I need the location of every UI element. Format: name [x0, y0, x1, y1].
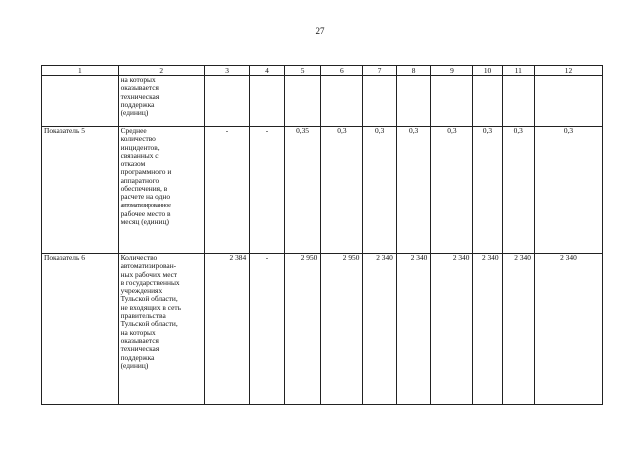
description-line: (единиц) — [120, 108, 149, 118]
column-number: 5 — [284, 66, 321, 76]
value-cell: 2 950 — [321, 254, 363, 405]
value-cell: 0,35 — [284, 127, 321, 254]
table-row-indicator-6 — [42, 254, 603, 405]
value-cell — [534, 76, 602, 127]
value-cell: 2 340 — [534, 254, 602, 405]
value-cell: 0,3 — [321, 127, 363, 254]
table-row-continued — [42, 76, 603, 127]
description-line: Среднее — [120, 126, 147, 135]
value-cell — [502, 76, 534, 127]
description-line: оказывается — [120, 335, 159, 345]
description-line: связанных с — [120, 150, 159, 160]
description-line: программного и — [120, 167, 172, 177]
value-cell: 2 340 — [431, 254, 473, 405]
description-line: отказом — [120, 159, 146, 169]
value-cell: 2 384 — [204, 254, 249, 405]
description-line: автоматизированное — [120, 201, 171, 209]
description-line: оказывается — [120, 83, 159, 93]
value-cell: 0,3 — [363, 127, 396, 254]
table-header-row — [42, 66, 603, 76]
description-line: обеспечения, в — [120, 184, 168, 194]
value-cell: 2 340 — [473, 254, 502, 405]
column-number: 2 — [118, 66, 204, 76]
description-line: поддержка — [120, 99, 155, 109]
description-line: в государственных — [120, 277, 180, 287]
indicator-name: Показатель 6 — [42, 254, 119, 405]
value-cell — [284, 76, 321, 127]
value-cell: 2 340 — [396, 254, 431, 405]
description-line: Количество — [120, 253, 158, 262]
description-line: поддержка — [120, 352, 155, 362]
value-cell — [204, 76, 249, 127]
value-cell: 0,3 — [431, 127, 473, 254]
indicator-name — [42, 76, 119, 127]
description-line: учреждениях — [120, 286, 163, 296]
description-line: техническая — [120, 344, 160, 354]
value-cell — [473, 76, 502, 127]
indicator-description — [118, 127, 204, 254]
column-number: 10 — [473, 66, 502, 76]
description-line: рабочее место в — [120, 208, 171, 218]
indicators-table — [41, 65, 603, 405]
column-number: 4 — [250, 66, 285, 76]
column-number: 6 — [321, 66, 363, 76]
value-cell: 2 340 — [363, 254, 396, 405]
description-line: автоматизирован- — [120, 261, 177, 271]
description-line: Тульской области, — [120, 319, 178, 329]
description-line: количество — [120, 134, 156, 144]
description-line: техническая — [120, 91, 160, 101]
page-number: 27 — [315, 26, 325, 36]
description-line: ных рабочих мест — [120, 269, 178, 279]
value-cell — [363, 76, 396, 127]
value-cell — [396, 76, 431, 127]
description-line: на которых — [120, 327, 156, 337]
value-cell — [431, 76, 473, 127]
description-line: аппаратного — [120, 175, 160, 185]
description-line: расчете на одно — [120, 192, 171, 202]
description-line: (единиц) — [120, 360, 149, 370]
column-number: 7 — [363, 66, 396, 76]
description-line: не входящих в сеть — [120, 302, 181, 312]
column-number: 1 — [42, 66, 119, 76]
value-cell: 0,3 — [396, 127, 431, 254]
value-cell: 0,3 — [502, 127, 534, 254]
value-cell: 2 950 — [284, 254, 321, 405]
table-row-indicator-5 — [42, 127, 603, 254]
description-line: месяц (единиц) — [120, 217, 169, 227]
description-line: на которых — [120, 75, 156, 84]
column-number: 9 — [431, 66, 473, 76]
value-cell: - — [250, 127, 285, 254]
description-line: Тульской области, — [120, 294, 178, 304]
value-cell: - — [250, 254, 285, 405]
value-cell: 0,3 — [534, 127, 602, 254]
column-number: 11 — [502, 66, 534, 76]
description-line: правительства — [120, 311, 166, 321]
column-number: 8 — [396, 66, 431, 76]
description-line: инцидентов, — [120, 142, 160, 152]
value-cell: 2 340 — [502, 254, 534, 405]
value-cell — [250, 76, 285, 127]
indicator-name: Показатель 5 — [42, 127, 119, 254]
indicator-description — [118, 76, 204, 127]
indicator-description — [118, 254, 204, 405]
value-cell: 0,3 — [473, 127, 502, 254]
column-number: 3 — [204, 66, 249, 76]
value-cell — [321, 76, 363, 127]
value-cell: - — [204, 127, 249, 254]
column-number: 12 — [534, 66, 602, 76]
